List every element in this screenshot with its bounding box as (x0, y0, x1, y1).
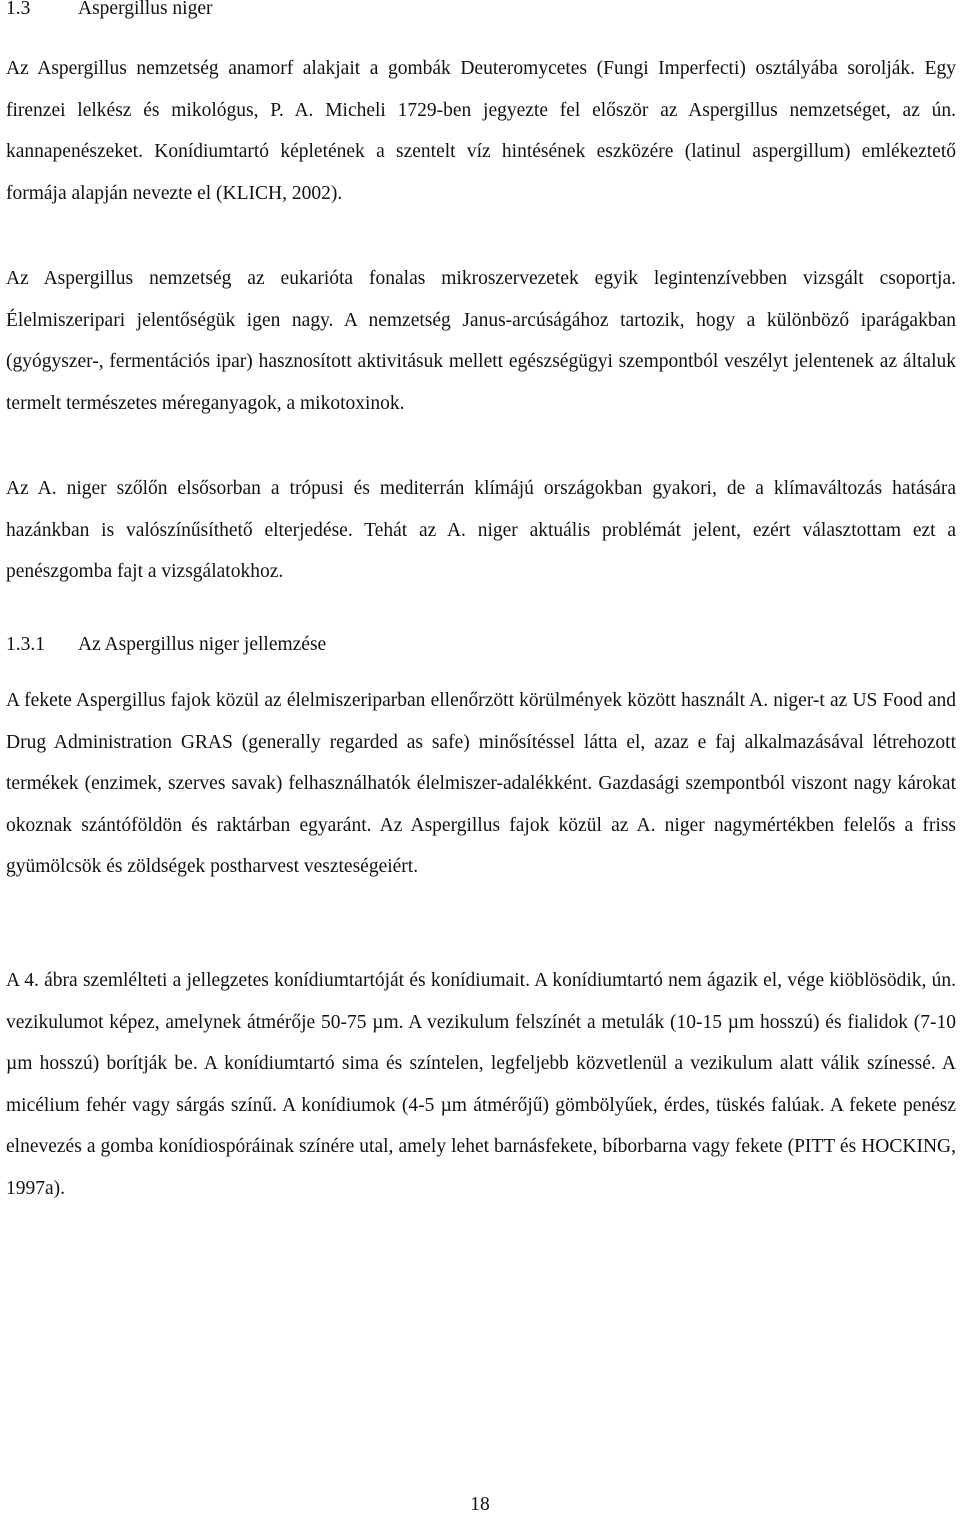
section-number: 1.3.1 (6, 634, 45, 655)
paragraph-1: Az Aspergillus nemzetség anamorf alakjait a gombák Deuteromycetes (Fungi Imperfecti) osztályába sorolják. Egy firenzei lelkész és mikológus, P. A. Micheli 1729-ben jegyezte fel először az Aspergillus nemzetséget, az ún. kannapenészeket. Konídiumtartó képletének a szentelt víz hintésének eszközére (latinul aspergillum) emlékeztető formája alapján nevezte el (KLICH, 2002). (6, 58, 956, 204)
page-number: 18 (470, 1494, 490, 1515)
paragraph-4: A fekete Aspergillus fajok közül az élelmiszeriparban ellenőrzött körülmények között használt A. niger-t az US Food and Drug Administration GRAS (generally regarded as safe) minősítéssel látta el, azaz e faj alkalmazásával létrehozott termékek (enzimek, szerves savak) felhasználhatók élelmiszer-adalékként. Gazdasági szempontból viszont nagy károkat okoznak szántóföldön és raktárban egyaránt. Az Aspergillus fajok közül az A. niger nagymértékben felelős a friss gyümölcsök és zöldségek postharvest veszteségeiért. (6, 690, 956, 878)
paragraph-3: Az A. niger szőlőn elsősorban a trópusi és mediterrán klímájú országokban gyakori, de a klímaváltozás hatására hazánkban is valószínűsíthető elterjedése. Tehát az A. niger aktuális problémát jelent, ezért választottam ezt a penészgomba fajt a vizsgálatokhoz. (6, 478, 956, 583)
section-heading-1-3 (6, 0, 213, 20)
paragraph-5: A 4. ábra szemlélteti a jellegzetes konídiumtartóját és konídiumait. A konídiumtartó nem ágazik el, vége kiöblösödik, ún. vezikulumot képez, amelynek átmérője 50-75 µm. A vezikulum felszínét a metulák (10-15 µm hosszú) és fialidok (7-10 µm hosszú) borítják be. A konídiumtartó sima és színtelen, legfeljebb közvetlenül a vezikulum alatt válik színessé. A micélium fehér vagy sárgás színű. A konídiumok (4-5 µm átmérőjű) gömbölyűek, érdes, tüskés falúak. A fekete penész elnevezés a gomba konídiospóráinak színére utal, amely lehet barnásfekete, bíborbarna vagy fekete (PITT és HOCKING, 1997a). (6, 970, 956, 1199)
section-title: Az Aspergillus niger jellemzése (78, 634, 327, 655)
section-heading-1-3-1 (6, 634, 326, 656)
section-number: 1.3 (6, 0, 31, 19)
paragraph-2: Az Aspergillus nemzetség az eukarióta fonalas mikroszervezetek egyik legintenzívebben vizsgált csoportja. Élelmiszeripari jelentőségük igen nagy. A nemzetség Janus-arcúságához tartozik, hogy a különböző iparágakban (gyógyszer-, fermentációs ipar) hasznosított aktivitásuk mellett egészségügyi szempontból veszélyt jelentenek az általuk termelt természetes méreganyagok, a mikotoxinok. (6, 268, 956, 414)
section-title: Aspergillus niger (78, 0, 213, 19)
